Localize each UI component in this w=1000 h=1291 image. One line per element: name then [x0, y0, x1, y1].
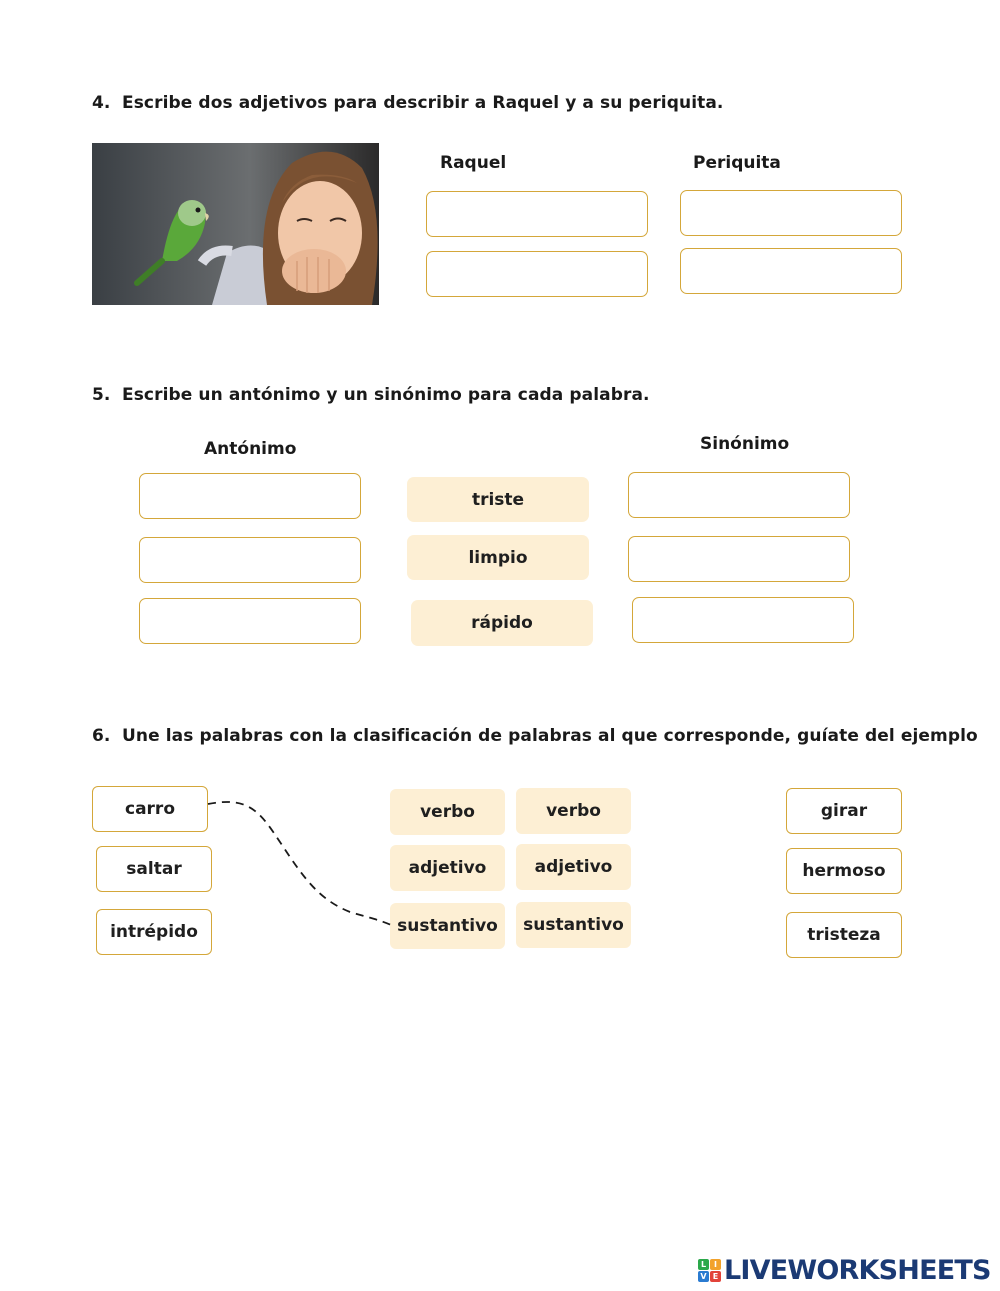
periquita-header: Periquita — [693, 153, 781, 173]
synonym-input-2[interactable] — [629, 537, 849, 581]
raquel-header: Raquel — [440, 153, 507, 173]
question-4-number: 4. — [92, 93, 111, 113]
raquel-adjective-1-input[interactable] — [427, 192, 647, 236]
logo-letter-e: E — [710, 1271, 721, 1282]
periquita-adjective-2-input[interactable] — [681, 249, 901, 293]
logo-letter-l: L — [698, 1259, 709, 1270]
liveworksheets-logo — [698, 1255, 991, 1286]
raquel-adjective-1[interactable] — [426, 191, 648, 237]
periquita-adjective-2[interactable] — [680, 248, 902, 294]
word-limpio: limpio — [407, 535, 589, 580]
question-4-text: Escribe dos adjetivos para describir a Raquel y a su periquita. — [122, 93, 724, 113]
antonym-input-1[interactable] — [140, 474, 360, 518]
left-word-intrepido[interactable]: intrépido — [96, 909, 212, 955]
logo-letter-v: V — [698, 1271, 709, 1282]
question-5-number: 5. — [92, 385, 111, 405]
antonym-field-2[interactable] — [139, 537, 361, 583]
synonym-field-2[interactable] — [628, 536, 850, 582]
synonym-input-1[interactable] — [629, 473, 849, 517]
raquel-adjective-2[interactable] — [426, 251, 648, 297]
antonym-header: Antónimo — [204, 439, 297, 459]
right-word-girar[interactable]: girar — [786, 788, 902, 834]
right-word-tristeza[interactable]: tristeza — [786, 912, 902, 958]
periquita-adjective-1-input[interactable] — [681, 191, 901, 235]
girl-with-parakeet-photo — [92, 143, 379, 305]
synonym-header: Sinónimo — [700, 434, 790, 454]
question-5-text: Escribe un antónimo y un sinónimo para cada palabra. — [122, 385, 650, 405]
synonym-field-3[interactable] — [632, 597, 854, 643]
raquel-adjective-2-input[interactable] — [427, 252, 647, 296]
antonym-field-1[interactable] — [139, 473, 361, 519]
periquita-adjective-1[interactable] — [680, 190, 902, 236]
category-a-sustantivo[interactable]: sustantivo — [390, 903, 505, 949]
word-rapido: rápido — [411, 600, 593, 646]
dashed-connector — [208, 802, 391, 925]
question-6-text: Une las palabras con la clasificación de palabras al que corresponde, guíate del ejemplo — [122, 726, 978, 746]
logo-mark-icon — [698, 1259, 721, 1282]
question-5-prompt — [92, 385, 650, 405]
synonym-field-1[interactable] — [628, 472, 850, 518]
category-a-adjetivo[interactable]: adjetivo — [390, 845, 505, 891]
synonym-input-3[interactable] — [633, 598, 853, 642]
category-b-sustantivo[interactable]: sustantivo — [516, 902, 631, 948]
left-word-carro[interactable]: carro — [92, 786, 208, 832]
logo-text: LIVEWORKSHEETS — [724, 1255, 991, 1286]
question-6-prompt — [92, 726, 978, 746]
antonym-field-3[interactable] — [139, 598, 361, 644]
category-b-adjetivo[interactable]: adjetivo — [516, 844, 631, 890]
category-b-verbo[interactable]: verbo — [516, 788, 631, 834]
logo-letter-i: I — [710, 1259, 721, 1270]
question-4-prompt — [92, 93, 723, 113]
question-6-number: 6. — [92, 726, 111, 746]
antonym-input-3[interactable] — [140, 599, 360, 643]
word-triste: triste — [407, 477, 589, 522]
left-word-saltar[interactable]: saltar — [96, 846, 212, 892]
category-a-verbo[interactable]: verbo — [390, 789, 505, 835]
antonym-input-2[interactable] — [140, 538, 360, 582]
right-word-hermoso[interactable]: hermoso — [786, 848, 902, 894]
